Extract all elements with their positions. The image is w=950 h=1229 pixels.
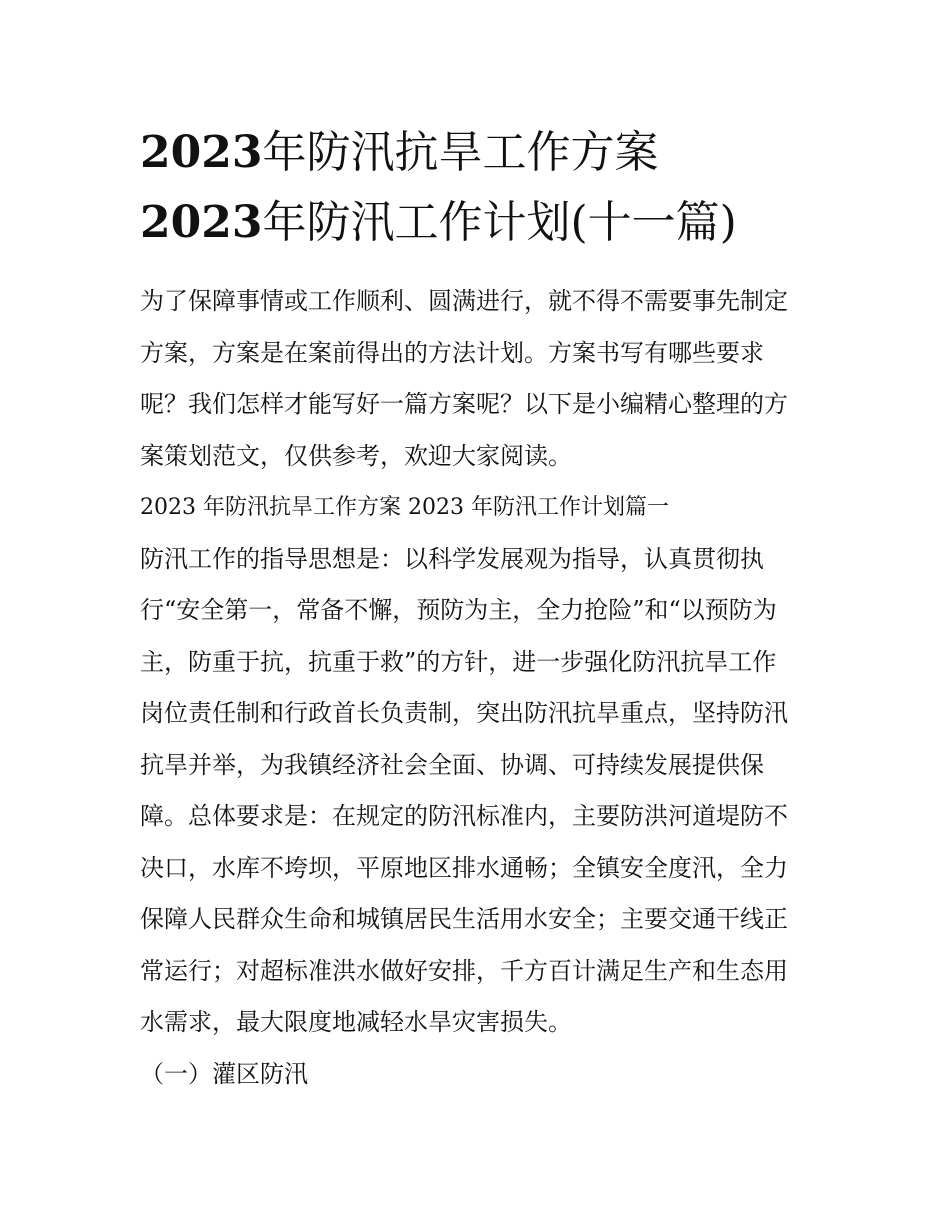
title-line-1-year: 2023 [140, 127, 263, 178]
body-line: 常运行；对超标准洪水做好安排，千方百计满足生产和生态用 [140, 956, 788, 985]
document-body [140, 276, 820, 1100]
body-line: 行“安全第一，常备不懈，预防为主，全力抢险”和“以预防为 [140, 596, 777, 624]
subheading: （一）灌区防汛 [140, 1059, 308, 1088]
body-line: 防汛工作的指导思想是：以科学发展观为指导，认真贯彻执 [140, 544, 764, 573]
title-line-2 [140, 188, 820, 258]
body-line: 决口，水库不垮坝，平原地区排水通畅；全镇安全度汛，全力 [140, 853, 788, 882]
intro-line: 为了保障事情或工作顺利、圆满进行，就不得不需要事先制定 [140, 287, 788, 315]
body-line: 障。总体要求是：在规定的防汛标准内，主要防洪河道堤防不 [140, 802, 788, 830]
intro-line: 案策划范文，仅供参考，欢迎大家阅读。 [140, 441, 572, 470]
section-heading: 2023 年防汛抗旱工作方案 2023 年防汛工作计划篇一 [140, 495, 669, 520]
title-line-2-text: 年防汛工作计划(十一篇) [262, 197, 737, 248]
body-line: 抗旱并举，为我镇经济社会全面、协调、可持续发展提供保 [140, 750, 764, 779]
intro-line: 方案，方案是在案前得出的方法计划。方案书写有哪些要求 [140, 338, 764, 367]
title-line-2-year: 2023 [140, 197, 263, 248]
body-line: 主，防重于抗，抗重于救”的方针，进一步强化防汛抗旱工作 [140, 647, 777, 676]
body-line: 保障人民群众生命和城镇居民生活用水安全；主要交通干线正 [140, 905, 788, 933]
body-line: 水需求，最大限度地减轻水旱灾害损失。 [140, 1008, 572, 1036]
title-line-1-text: 年防汛抗旱工作方案 [262, 127, 659, 178]
body-line: 岗位责任制和行政首长负责制，突出防汛抗旱重点，坚持防汛 [140, 699, 788, 727]
document-title [140, 118, 820, 258]
intro-line: 呢？我们怎样才能写好一篇方案呢？以下是小编精心整理的方 [140, 390, 788, 418]
title-line-1 [140, 118, 820, 188]
